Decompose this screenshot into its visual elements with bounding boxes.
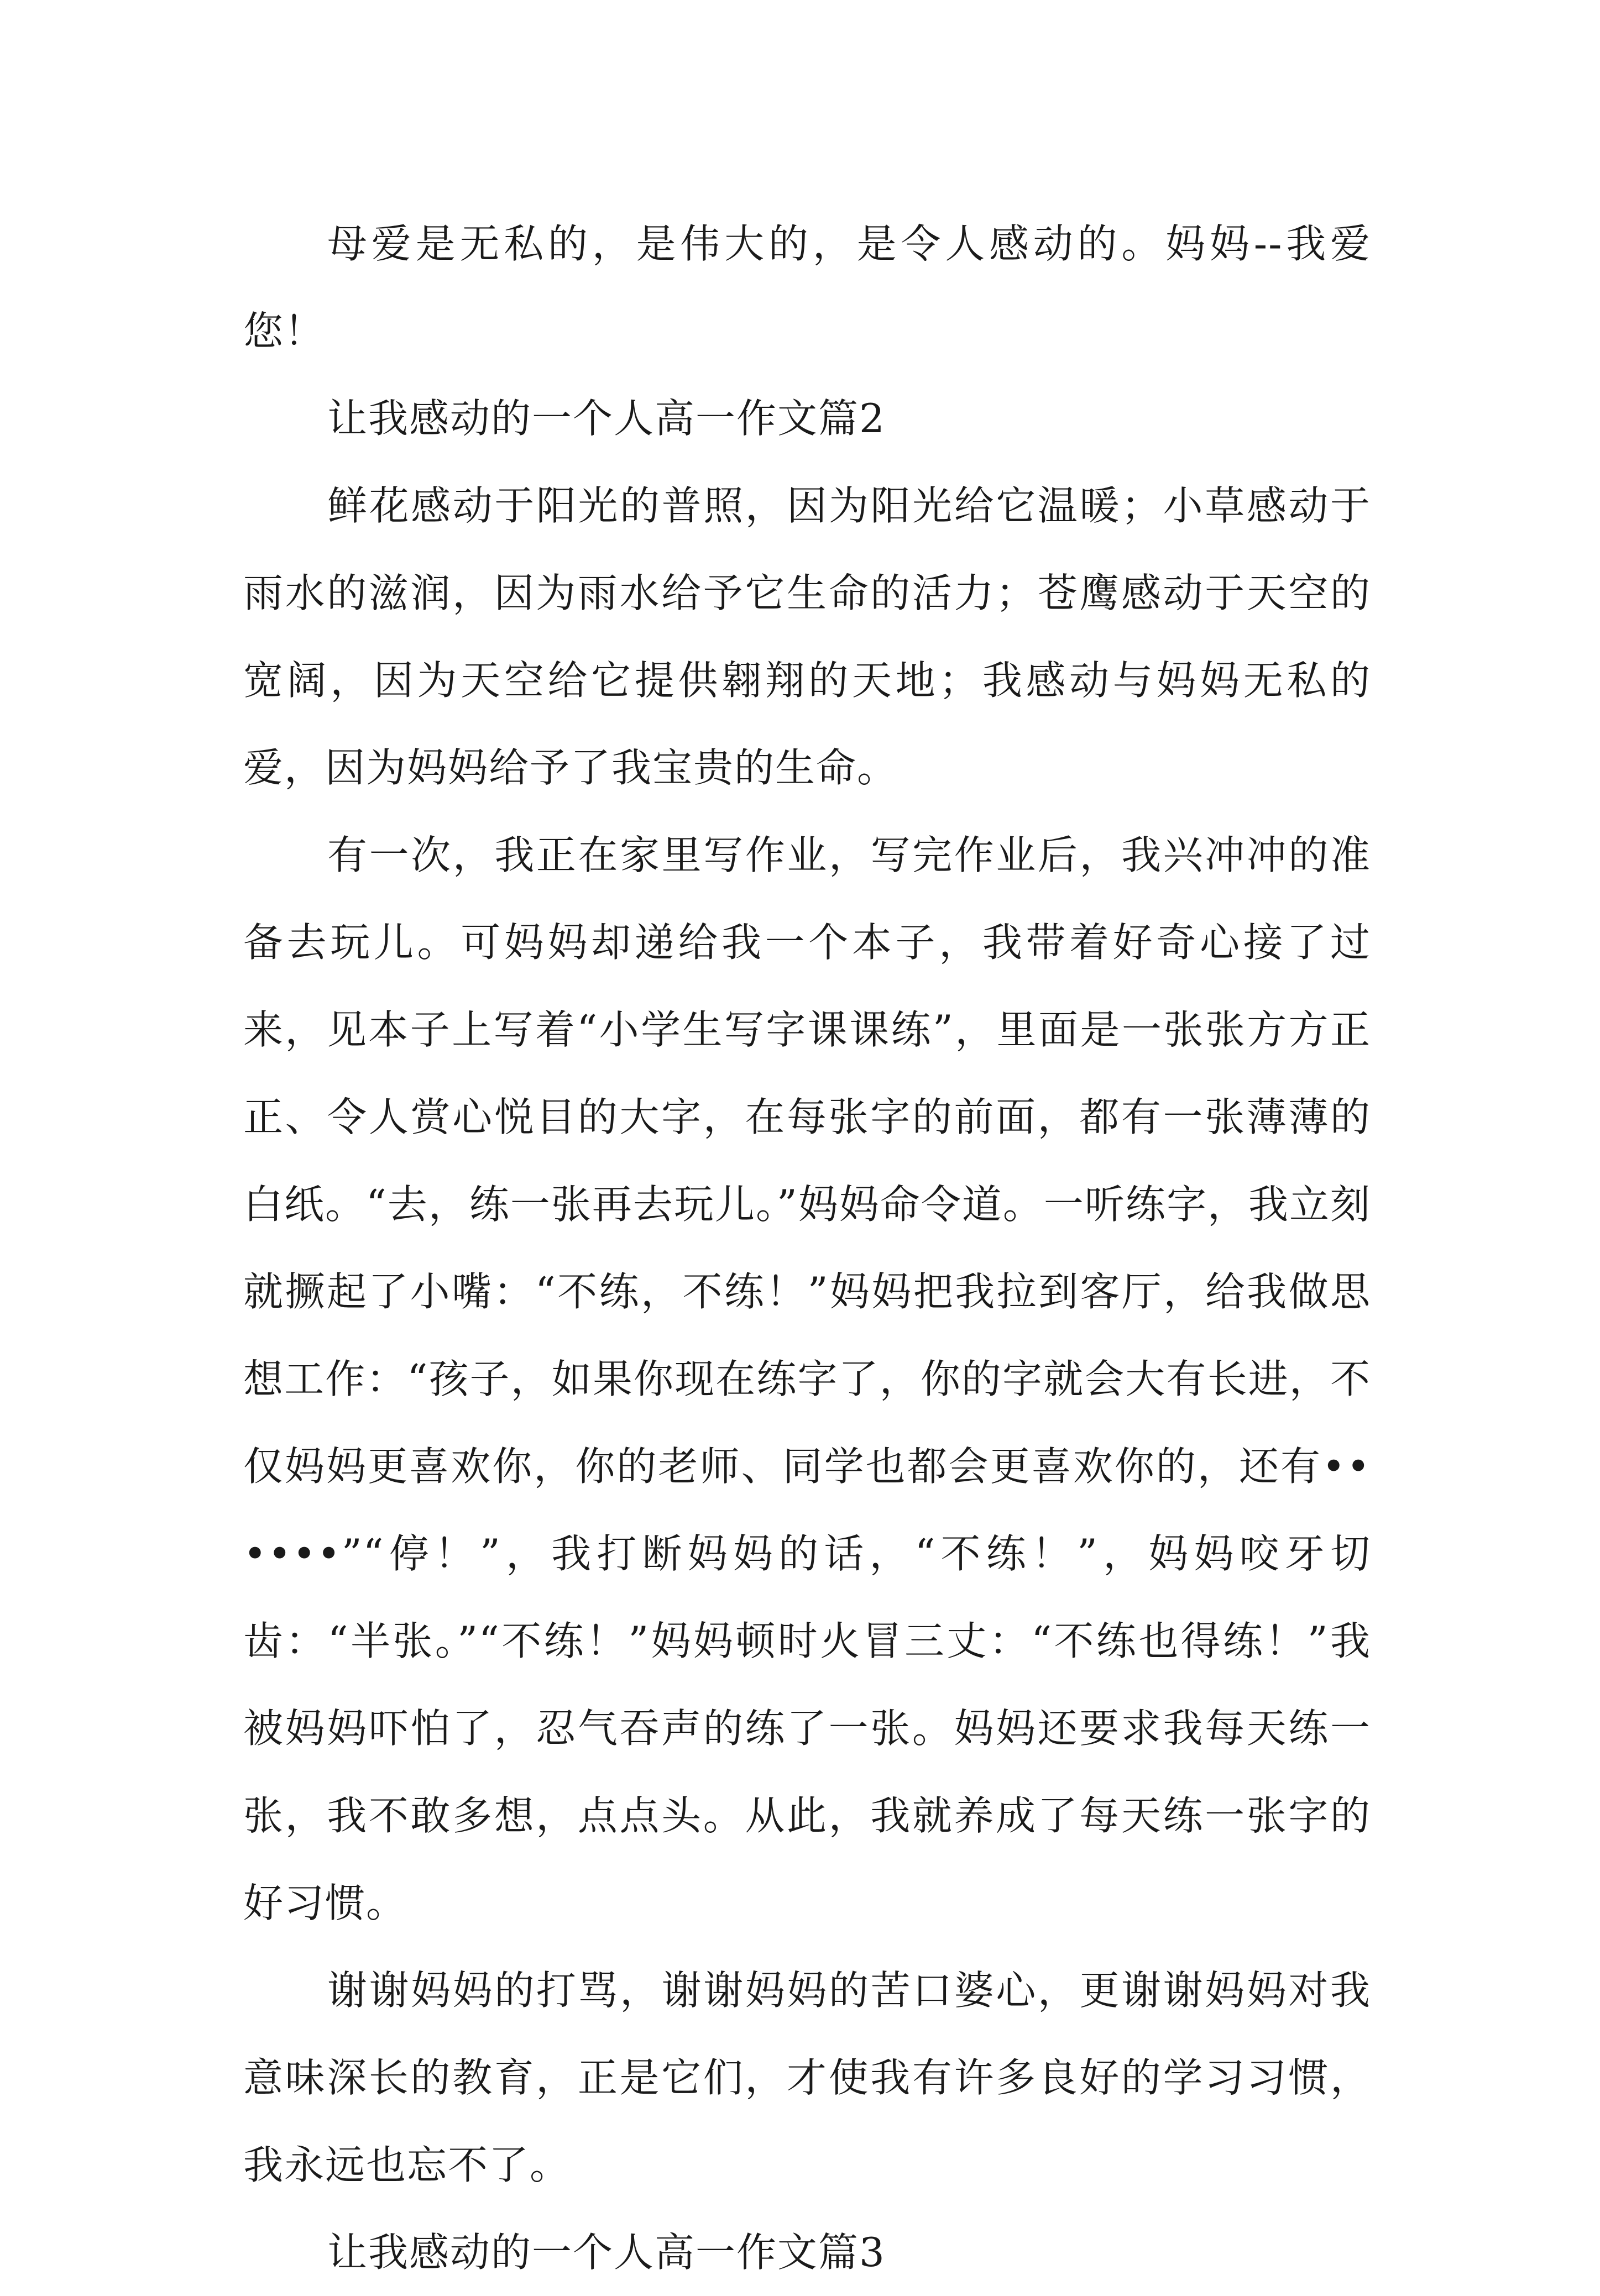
section-heading-2: 让我感动的一个人高一作文篇2: [327, 395, 886, 442]
section-heading-3: 让我感动的一个人高一作文篇3: [327, 2229, 886, 2276]
paragraph-mothers-love: 母爱是无私的，是伟大的，是令人感动的。妈妈--我爱您！: [243, 221, 1371, 354]
paragraph-handwriting-practice: 有一次，我正在家里写作业，写完作业后，我兴冲冲的准备去玩儿。可妈妈却递给我一个本子，我带着好奇心接了过来，见本子上写着“小学生写字课课练”，里面是一张张方方正正、令人赏心悦目的大字，在每张字的前面，都有一张薄薄的白纸。“去，练一张再去玩儿。”妈妈命令道。一听练字，我立刻就撅起了小嘴：“不练，不练！”妈妈把我拉到客厅，给我做思想工作：“孩子，如果你现在练字了，你的字就会大有长进，不仅妈妈更喜欢你，你的老师、同学也都会更喜欢你的，还有••••••”“停！”，我打断妈妈的话，“不练！”，妈妈咬牙切齿：“半张。”“不练！”妈妈顿时火冒三丈：“不练也得练！”我被妈妈吓怕了，忍气吞声的练了一张。妈妈还要求我每天练一张，我不敢多想，点点头。从此，我就养成了每天练一张字的好习惯。: [243, 832, 1371, 1926]
paragraph-flowers-sunshine: 鲜花感动于阳光的普照，因为阳光给它温暖；小草感动于雨水的滋润，因为雨水给予它生命的活力；苍鹰感动于天空的宽阔，因为天空给它提供翱翔的天地；我感动与妈妈无私的爱，因为妈妈给予了我宝贵的生命。: [243, 483, 1371, 791]
paragraph-thanks-mother: 谢谢妈妈的打骂，谢谢妈妈的苦口婆心，更谢谢妈妈对我意味深长的教育，正是它们，才使我有许多良好的学习习惯，我永远也忘不了。: [243, 1967, 1371, 2188]
document-body: [243, 200, 1371, 2296]
